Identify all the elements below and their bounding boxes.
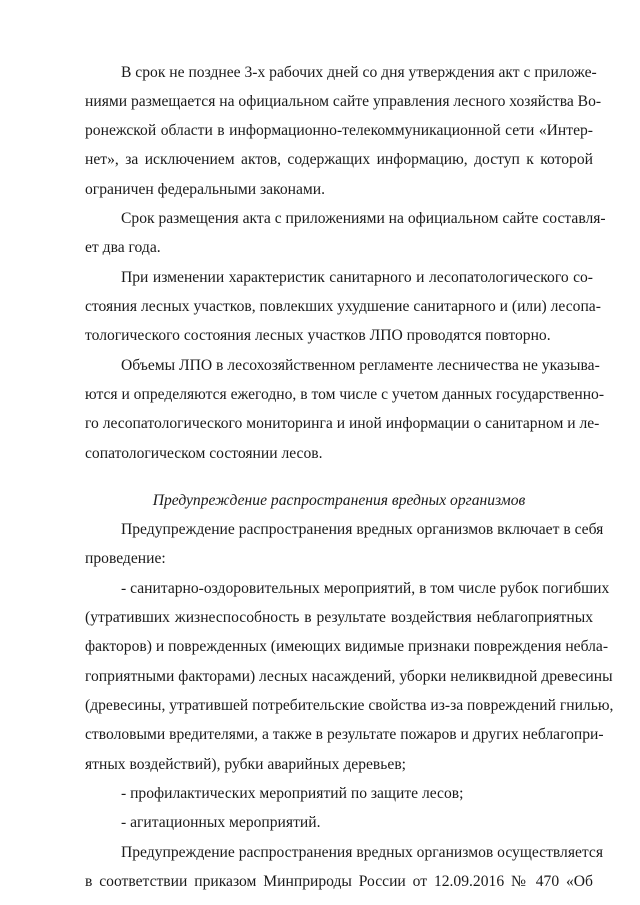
- paragraph-6-line-1: - санитарно-оздоровительных мероприятий, в том числе рубок погибших: [121, 580, 610, 597]
- paragraph-6-line-7: ятных воздействий), рубки аварийных деревьев;: [85, 756, 407, 773]
- paragraph-2-line-1: Срок размещения акта с приложениями на официальном сайте составля-: [121, 210, 606, 227]
- paragraph-6-line-2: (утративших жизнеспособность в результате воздействия неблагоприятных: [85, 609, 593, 626]
- paragraph-7-line-1: - профилактических мероприятий по защите лесов;: [121, 785, 464, 802]
- paragraph-1-line-5: ограничен федеральными законами.: [85, 181, 326, 198]
- paragraph-5-line-1: Предупреждение распространения вредных организмов включает в себя: [121, 521, 604, 538]
- paragraph-8-line-1: - агитационных мероприятий.: [121, 814, 321, 831]
- paragraph-9-line-2: в соответствии приказом Минприроды России от 12.09.2016 № 470 «Об: [85, 873, 593, 890]
- paragraph-3-line-1: При изменении характеристик санитарного и лесопатологического со-: [121, 269, 593, 286]
- paragraph-5-line-2: проведение:: [85, 550, 166, 567]
- paragraph-4-line-3: го лесопатологического мониторинга и иной информации о санитарном и ле-: [85, 415, 600, 432]
- paragraph-4-line-4: сопатологическом состоянии лесов.: [85, 445, 323, 462]
- paragraph-6-line-4: гоприятными факторами) лесных насаждений, уборки неликвидной древесины: [85, 668, 613, 685]
- paragraph-1-line-2: ниями размещается на официальном сайте управления лесного хозяйства Во-: [85, 93, 602, 110]
- paragraph-1-line-4: нет», за исключением актов, содержащих информацию, доступ к которой: [85, 151, 593, 168]
- paragraph-3-line-2: стояния лесных участков, повлекших ухудшение санитарного и (или) лесопа-: [85, 298, 601, 315]
- paragraph-4-line-1: Объемы ЛПО в лесохозяйственном регламенте лесничества не указыва-: [121, 357, 600, 374]
- paragraph-1-line-1: В срок не позднее 3-х рабочих дней со дня утверждения акт с приложе-: [121, 64, 597, 81]
- section-heading: Предупреждение распространения вредных организмов: [152, 492, 526, 509]
- paragraph-6-line-6: стволовыми вредителями, а также в результате пожаров и других неблагопри-: [85, 726, 604, 743]
- paragraph-6-line-5: (древесины, утратившей потребительские свойства из-за повреждений гнилью,: [85, 697, 614, 714]
- paragraph-1-line-3: ронежской области в информационно-телекоммуникационной сети «Интер-: [85, 122, 593, 139]
- paragraph-2-line-2: ет два года.: [85, 239, 161, 256]
- paragraph-4-line-2: ются и определяются ежегодно, в том числе с учетом данных государственно-: [85, 386, 605, 403]
- paragraph-9-line-1: Предупреждение распространения вредных организмов осуществляется: [121, 844, 604, 861]
- paragraph-3-line-3: тологического состояния лесных участков ЛПО проводятся повторно.: [85, 327, 551, 344]
- paragraph-6-line-3: факторов) и поврежденных (имеющих видимые признаки повреждения небла-: [85, 638, 609, 655]
